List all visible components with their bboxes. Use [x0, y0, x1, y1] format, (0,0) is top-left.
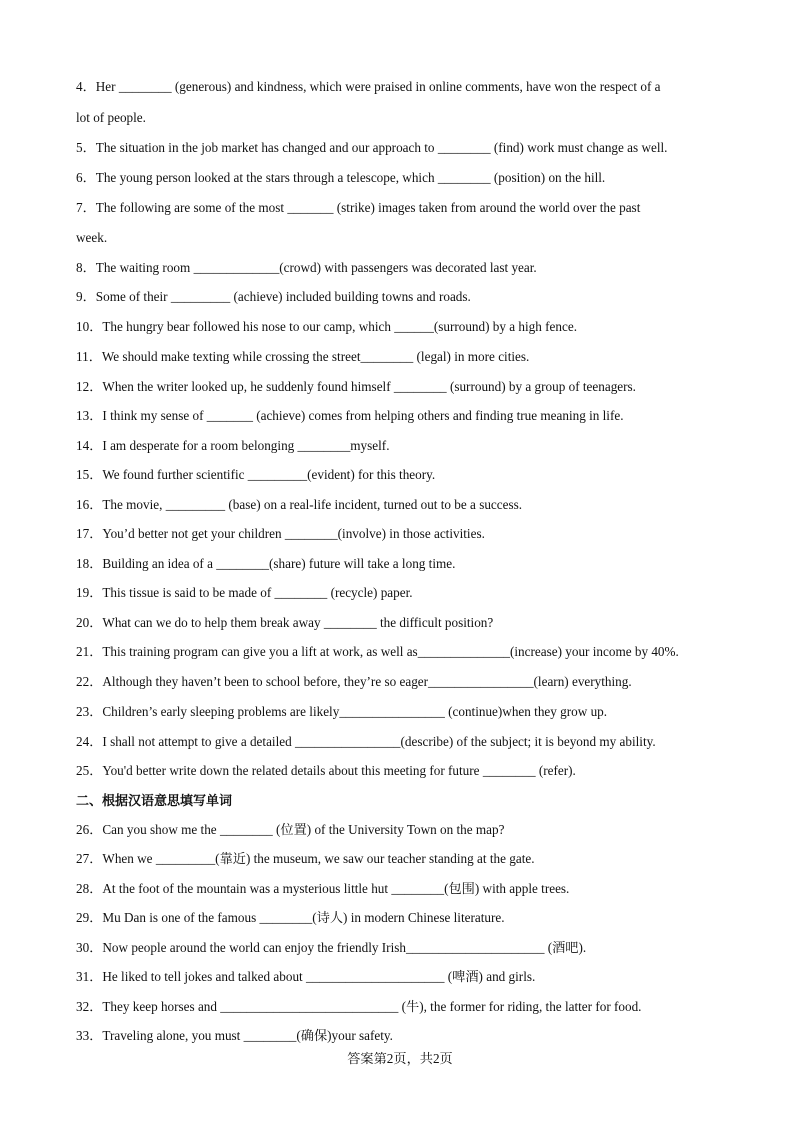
question-line: [76, 821, 740, 839]
question-text: This tissue is said to be made of ________ (recycle) paper.: [102, 585, 413, 600]
question-number: 32．: [76, 999, 103, 1014]
question-number: 33．: [76, 1028, 103, 1043]
question-line: [76, 348, 740, 366]
question-number: 31．: [76, 969, 103, 984]
question-line-continuation: [76, 109, 740, 127]
question-line: [76, 733, 740, 751]
question-line: [76, 407, 740, 425]
question-text: Some of their _________ (achieve) included building towns and roads.: [95, 289, 471, 304]
question-number: 15．: [76, 467, 103, 482]
question-text: I think my sense of _______ (achieve) comes from helping others and finding true meaning in life.: [102, 408, 624, 423]
question-line: [76, 259, 740, 277]
question-text: The situation in the job market has changed and our approach to ________ (find) work must change as well.: [95, 140, 668, 155]
question-line: [76, 614, 740, 632]
question-line: [76, 643, 740, 661]
question-text: I am desperate for a room belonging ________myself.: [102, 438, 390, 453]
question-text: Children’s early sleeping problems are likely________________ (continue)when they grow up.: [102, 704, 608, 719]
question-line: [76, 78, 740, 96]
question-line: [76, 466, 740, 484]
question-text: He liked to tell jokes and talked about _____________________ (啤酒) and girls.: [102, 969, 536, 984]
question-text: The waiting room _____________(crowd) with passengers was decorated last year.: [95, 260, 537, 275]
question-text: At the foot of the mountain was a mysterious little hut ________(包围) with apple trees.: [102, 881, 570, 896]
question-line: [76, 437, 740, 455]
question-number: 30．: [76, 940, 103, 955]
question-line: [76, 703, 740, 721]
question-line: [76, 199, 740, 217]
question-line: [76, 1027, 740, 1045]
question-text: The movie, _________ (base) on a real-life incident, turned out to be a success.: [102, 497, 523, 512]
question-text: Traveling alone, you must ________(确保)your safety.: [102, 1028, 393, 1043]
question-number: 23．: [76, 704, 103, 719]
question-number: 29．: [76, 910, 103, 925]
page-footer: 答案第2页，共2页: [347, 1051, 453, 1066]
question-line: [76, 998, 740, 1016]
question-line: [76, 288, 740, 306]
question-text: Building an idea of a ________(share) future will take a long time.: [102, 556, 456, 571]
question-number: 19．: [76, 585, 103, 600]
question-text: We should make texting while crossing the street________ (legal) in more cities.: [101, 349, 530, 364]
question-text: Can you show me the ________ (位置) of the University Town on the map?: [102, 822, 505, 837]
question-text: You’d better not get your children ________(involve) in those activities.: [102, 526, 485, 541]
question-text: When the writer looked up, he suddenly found himself ________ (surround) by a group of teenagers.: [102, 379, 636, 394]
question-text: Mu Dan is one of the famous ________(诗人) in modern Chinese literature.: [102, 910, 505, 925]
question-text: I shall not attempt to give a detailed ________________(describe) of the subject; it is beyond my ability.: [102, 734, 656, 749]
question-number: 27．: [76, 851, 103, 866]
question-number: 16．: [76, 497, 103, 512]
question-line: [76, 850, 740, 868]
question-number: 26．: [76, 822, 103, 837]
question-text: Her ________ (generous) and kindness, which were praised in online comments, have won the respect of a: [95, 79, 661, 94]
question-text: Although they haven’t been to school before, they’re so eager________________(learn) everything.: [102, 674, 632, 689]
section-heading: 二、根据汉语意思填写单词: [76, 794, 233, 809]
question-number: 5．: [76, 140, 96, 155]
question-number: 24．: [76, 734, 103, 749]
question-line: [76, 169, 740, 187]
question-text: The hungry bear followed his nose to our camp, which ______(surround) by a high fence.: [102, 319, 578, 334]
question-text: The following are some of the most _______ (strike) images taken from around the world over the past: [95, 200, 641, 215]
question-line: [76, 880, 740, 898]
question-line: [76, 139, 740, 157]
question-number: 9．: [76, 289, 96, 304]
question-line: [76, 673, 740, 691]
question-text: We found further scientific _________(evident) for this theory.: [102, 467, 436, 482]
question-text: Now people around the world can enjoy the friendly Irish_____________________ (酒吧).: [102, 940, 587, 955]
question-line: [76, 939, 740, 957]
question-line: [76, 318, 740, 336]
question-number: 22．: [76, 674, 103, 689]
question-text: When we _________(靠近) the museum, we saw our teacher standing at the gate.: [102, 851, 535, 866]
question-number: 25．: [76, 763, 103, 778]
question-number: 11．: [76, 349, 102, 364]
question-number: 20．: [76, 615, 103, 630]
question-line: [76, 555, 740, 573]
question-line-continuation: [76, 229, 740, 247]
question-number: 10．: [76, 319, 103, 334]
question-number: 17．: [76, 526, 103, 541]
question-text: You'd better write down the related details about this meeting for future ________ (refer).: [102, 763, 576, 778]
question-text: The young person looked at the stars through a telescope, which ________ (position) on the hill.: [95, 170, 606, 185]
question-line: [76, 909, 740, 927]
question-number: 7．: [76, 200, 96, 215]
question-text: What can we do to help them break away ________ the difficult position?: [102, 615, 494, 630]
question-number: 21．: [76, 644, 103, 659]
question-number: 14．: [76, 438, 103, 453]
question-line: [76, 378, 740, 396]
question-number: 28．: [76, 881, 103, 896]
question-line: [76, 525, 740, 543]
question-line: [76, 968, 740, 986]
question-line: [76, 584, 740, 602]
question-line: [76, 762, 740, 780]
question-text: This training program can give you a lift at work, as well as______________(increase) your income by 40%.: [102, 644, 679, 659]
question-number: 13．: [76, 408, 103, 423]
question-text: week.: [76, 230, 108, 245]
question-number: 12．: [76, 379, 103, 394]
question-text: They keep horses and ___________________________ (牛), the former for riding, the latter for food.: [102, 999, 642, 1014]
question-number: 4．: [76, 79, 96, 94]
question-number: 6．: [76, 170, 96, 185]
question-number: 8．: [76, 260, 96, 275]
question-number: 18．: [76, 556, 103, 571]
question-text: lot of people.: [76, 110, 146, 125]
question-line: [76, 496, 740, 514]
